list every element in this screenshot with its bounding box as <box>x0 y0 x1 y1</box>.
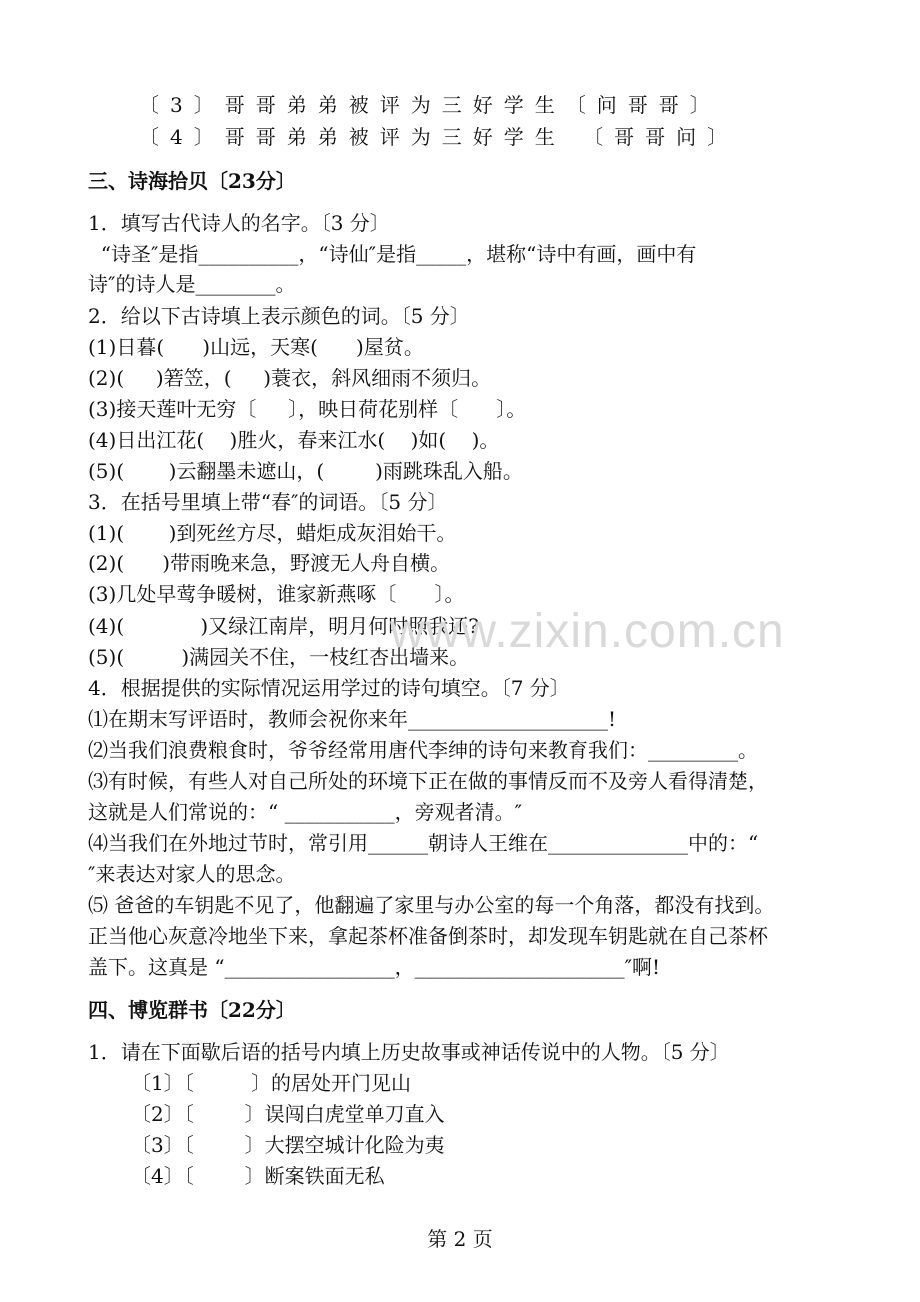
text-line: 1．请在下面歇后语的括号内填上历史故事或神话传说中的人物。〔5 分〕 <box>88 1040 730 1064</box>
text-line: 〔3〕〔 〕大摆空城计化险为夷 <box>131 1133 445 1157</box>
text-line: (5)( )满园关不住，一枝红杏出墙来。 <box>88 645 470 669</box>
text-line: 〔4〕〔 〕断案铁面无私 <box>131 1164 385 1188</box>
text-line: “诗圣″是指__________，“诗仙″是指_____，堪称“诗中有画，画中有 <box>88 242 697 266</box>
text-line: (5)( )云翻墨未遮山，( )雨跳珠乱入船。 <box>88 459 523 483</box>
text-line: (4)日出江花( )胜火，春来江水( )如( )。 <box>88 428 500 452</box>
text-line: (3)接天莲叶无穷〔 〕，映日荷花别样〔 〕。 <box>88 397 527 421</box>
text-line: 3．在括号里填上带“春″的词语。〔5 分〕 <box>88 490 448 514</box>
text-line: 盖下。这真是 “_________________，_____________________″啊! <box>88 955 661 979</box>
text-line: (2)( )箬笠，( )蓑衣，斜风细雨不须归。 <box>88 366 492 390</box>
text-line: 〔1〕〔 〕的居处开门见山 <box>131 1071 411 1095</box>
text-line: ⑸ 爸爸的车钥匙不见了，他翻遍了家里与办公室的每一个角落，都没有找到。 <box>88 893 775 917</box>
watermark: www.zixin.com.cn <box>390 605 785 658</box>
text-line: (2)( )带雨晚来急，野渡无人舟自横。 <box>88 551 451 575</box>
section-heading: 四、博览群书〔22分〕 <box>88 998 296 1022</box>
page-number: 第 2 页 <box>427 1227 493 1251</box>
text-line: 2．给以下古诗填上表示颜色的词。〔5 分〕 <box>88 304 470 328</box>
text-line: ⑶有时候，有些人对自己所处的环境下正在做的事情反而不及旁人看得清楚， <box>88 769 768 793</box>
text-line: 4．根据提供的实际情况运用学过的诗句填空。〔7 分〕 <box>88 676 570 700</box>
text-line: ″来表达对家人的思念。 <box>88 862 296 886</box>
section-heading: 三、诗海拾贝〔23分〕 <box>88 169 296 193</box>
text-line: (1)日暮( )山远，天寒( )屋贫。 <box>88 335 424 359</box>
text-line: 正当他心灰意冷地坐下来，拿起茶杯准备倒茶时，却发现车钥匙就在自己茶杯 <box>88 924 768 948</box>
text-line: ⑴在期末写评语时，教师会祝你来年____________________! <box>88 707 617 731</box>
text-line: 这就是人们常说的：“ ___________，旁观者清。″ <box>88 800 523 824</box>
text-line: 诗″的诗人是________。 <box>88 272 296 296</box>
text-line: 〔3〕哥哥弟弟被评为三好学生〔问哥哥〕 <box>139 93 721 117</box>
text-line: (3)几处早莺争暖树，谁家新燕啄〔 〕。 <box>88 582 465 606</box>
text-line: 〔2〕〔 〕误闯白虎堂单刀直入 <box>131 1102 445 1126</box>
text-line: 1．填写古代诗人的名字。〔3 分〕 <box>88 211 390 235</box>
text-line: 〔4〕哥哥弟弟被评为三好学生 〔哥哥问〕 <box>139 125 739 149</box>
text-line: ⑵当我们浪费粮食时，爷爷经常用唐代李绅的诗句来教育我们：_________。 <box>88 738 758 762</box>
text-line: (1)( )到死丝方尽，蜡炬成灰泪始干。 <box>88 521 457 545</box>
text-line: ⑷当我们在外地过节时，常引用______朝诗人王维在______________中的：“ <box>88 831 759 855</box>
text-line: (4)( )又绿江南岸，明月何时照我还? <box>88 614 479 638</box>
